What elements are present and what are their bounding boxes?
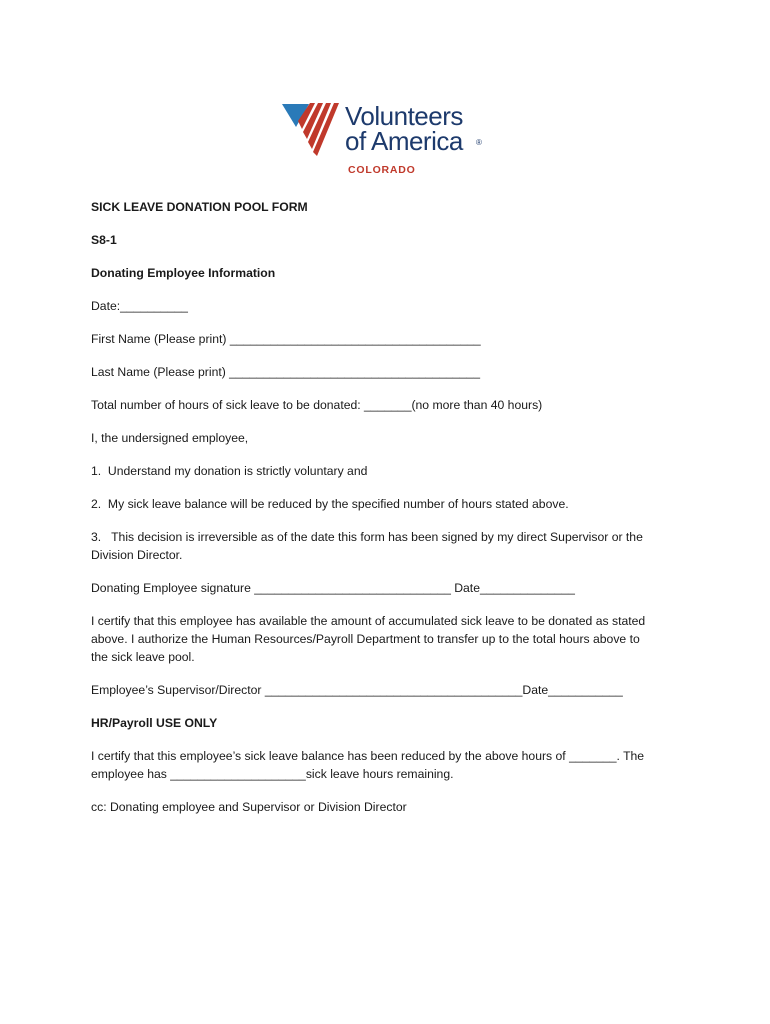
hr-certify-text-1[interactable]: I certify that this employee’s sick leave balance has been reduced by the above hours of _______. The — [91, 749, 645, 763]
logo-region: COLORADO — [348, 164, 416, 176]
agreement-item-3: 3. This decision is irreversible as of the date this form has been signed by my direct Supervisor or the — [91, 530, 643, 544]
first-name-field[interactable]: First Name (Please print) _____________________________________ — [91, 332, 481, 346]
hr-certify-text-2[interactable]: employee has ____________________sick leave hours remaining. — [91, 767, 454, 781]
cc-line: cc: Donating employee and Supervisor or Division Director — [91, 800, 407, 814]
hours-field[interactable]: Total number of hours of sick leave to be donated: _______(no more than 40 hours) — [91, 398, 543, 412]
agreement-item-2: 2. My sick leave balance will be reduced by the specified number of hours stated above. — [91, 497, 569, 511]
section-heading: Donating Employee Information — [91, 266, 276, 280]
volunteers-of-america-logo — [282, 101, 497, 177]
logo-line2: of America — [345, 126, 463, 156]
certify-text-3: the sick leave pool. — [91, 650, 195, 664]
form-body — [91, 198, 681, 816]
logo-registered: ® — [476, 138, 482, 147]
certify-text-2: above. I authorize the Human Resources/Payroll Department to transfer up to the total hours above to — [91, 632, 640, 646]
agreement-item-3-cont: Division Director. — [91, 548, 183, 562]
date-field[interactable]: Date:__________ — [91, 299, 188, 313]
supervisor-signature-field[interactable]: Employee’s Supervisor/Director ______________________________________Date___________ — [91, 683, 623, 697]
employee-signature-field[interactable]: Donating Employee signature _____________________________ Date______________ — [91, 581, 575, 595]
logo-line1: Volunteers — [345, 101, 463, 131]
logo-mark — [282, 101, 497, 177]
last-name-field[interactable]: Last Name (Please print) _____________________________________ — [91, 365, 480, 379]
undersigned-text: I, the undersigned employee, — [91, 431, 249, 445]
hr-heading: HR/Payroll USE ONLY — [91, 716, 218, 730]
form-title: SICK LEAVE DONATION POOL FORM — [91, 200, 308, 214]
agreement-item-1: 1. Understand my donation is strictly voluntary and — [91, 464, 368, 478]
form-code: S8-1 — [91, 233, 117, 247]
certify-text-1: I certify that this employee has available the amount of accumulated sick leave to be donated as stated — [91, 614, 646, 628]
